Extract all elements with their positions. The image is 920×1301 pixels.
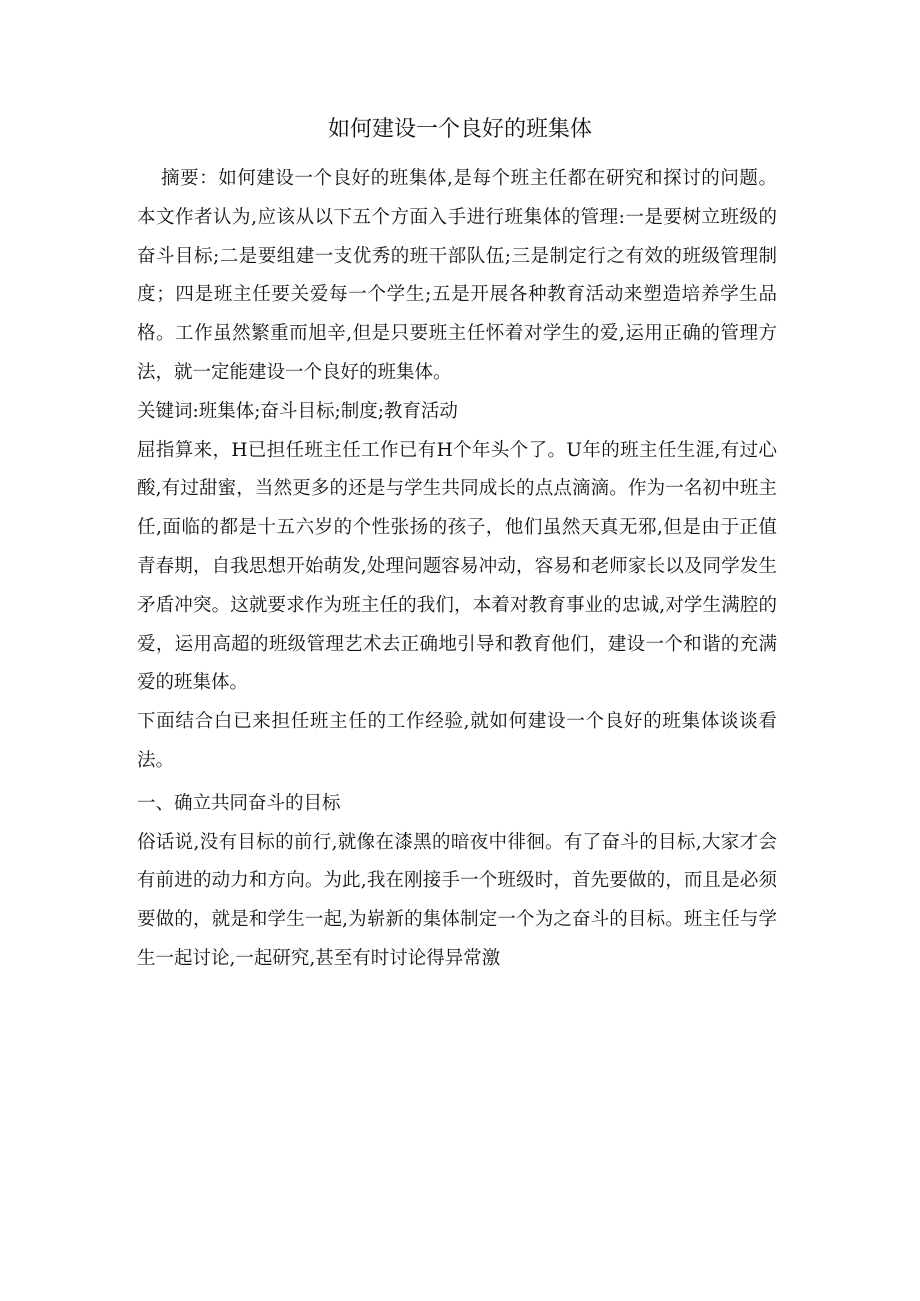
body-paragraph: 下面结合白已来担任班主任的工作经验,就如何建设一个良好的班集体谈谈看法。 [137,711,777,771]
document-body [137,160,777,979]
body-paragraph: 屈指算来，H已担任班主任工作已有H个年头个了。U年的班主任生涯,有过心酸,有过甜蜜，当然更多的还是与学生共同成长的点点滴滴。作为一名初中班主任,面临的都是十五六岁的个性张扬的孩子，他们虽然天真无邪,但是由于正值青春期，自我思想开始萌发,处理问题容易冲动，容易和老师家长以及同学发生矛盾冲突。这就要求作为班主任的我们，本着对教育事业的忠诚,对学生满腔的爱，运用高超的班级管理艺术去正确地引导和教育他们，建设一个和谐的充满爱的班集体。 [137,439,777,694]
section-heading: 一、确立共同奋斗的目标 [137,792,341,814]
document-title: 如何建设一个良好的班集体 [327,117,592,142]
abstract-paragraph: 摘要：如何建设一个良好的班集体,是每个班主任都在研究和探讨的问题。本文作者认为,应该从以下五个方面入手进行班集体的管理:一是要树立班级的奋斗目标;二是要组建一支优秀的班干部队伍;三是制定行之有效的班级管理制度；四是班主任要关爱每一个学生;五是开展各种教育活动来塑造培养学生品格。工作虽然繁重而旭辛,但是只要班主任怀着对学生的爱,运用正确的管理方法，就一定能建设一个良好的班集体。 [137,168,777,383]
section-paragraph: 俗话说,没有目标的前行,就像在漆黑的暗夜中徘徊。有了奋斗的目标,大家才会有前进的动力和方向。为此,我在刚接手一个班级时，首先要做的，而且是必须要做的，就是和学生一起,为崭新的集体制定一个为之奋斗的目标。班主任与学生一起讨论,一起研究,甚至有时讨论得异常激 [137,831,777,969]
keywords-line: 关键词:班集体;奋斗目标;制度;教育活动 [137,400,458,422]
